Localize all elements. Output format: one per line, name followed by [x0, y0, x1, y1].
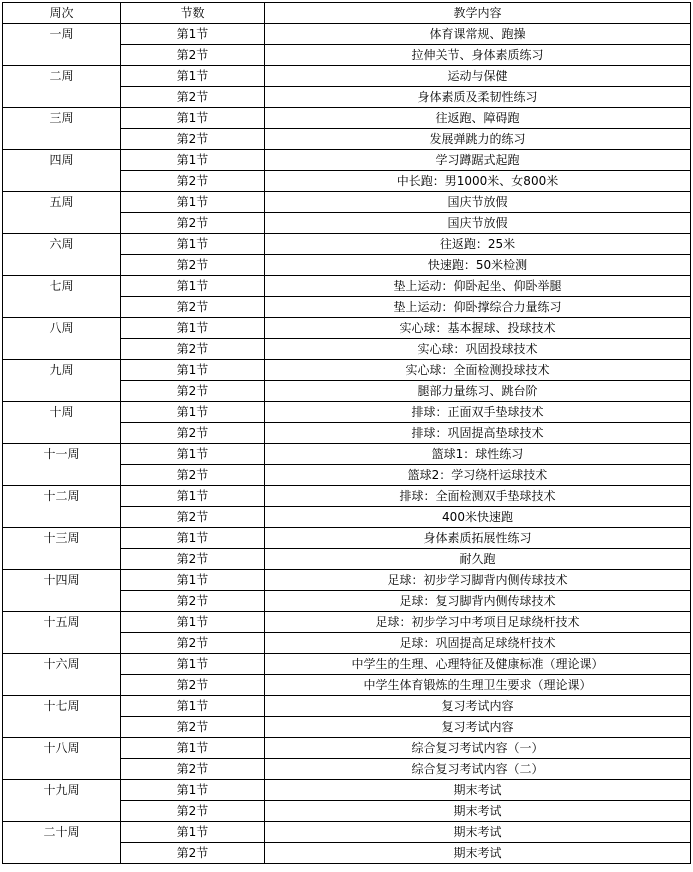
- week-cell: 八周: [3, 318, 121, 360]
- table-row: [3, 738, 691, 759]
- content-cell: 篮球1：球性练习: [265, 444, 691, 465]
- content-cell: 足球：巩固提高足球绕杆技术: [265, 633, 691, 654]
- lesson-cell: 第2节: [121, 843, 265, 864]
- lesson-cell: 第2节: [121, 87, 265, 108]
- content-cell: 综合复习考试内容（一）: [265, 738, 691, 759]
- content-cell: 往返跑：25米: [265, 234, 691, 255]
- schedule-container: [2, 2, 691, 864]
- lesson-cell: 第2节: [121, 507, 265, 528]
- content-cell: 发展弹跳力的练习: [265, 129, 691, 150]
- lesson-cell: 第1节: [121, 66, 265, 87]
- lesson-cell: 第1节: [121, 654, 265, 675]
- table-body: [3, 24, 691, 864]
- content-cell: 拉伸关节、身体素质练习: [265, 45, 691, 66]
- table-row: [3, 696, 691, 717]
- table-row: [3, 570, 691, 591]
- week-cell: 十二周: [3, 486, 121, 528]
- lesson-cell: 第1节: [121, 612, 265, 633]
- table-row: [3, 150, 691, 171]
- week-cell: 十六周: [3, 654, 121, 696]
- header-row: [3, 3, 691, 24]
- lesson-cell: 第2节: [121, 465, 265, 486]
- table-row: [3, 66, 691, 87]
- content-cell: 篮球2：学习绕杆运球技术: [265, 465, 691, 486]
- table-row: [3, 318, 691, 339]
- content-cell: 排球：巩固提高垫球技术: [265, 423, 691, 444]
- lesson-cell: 第1节: [121, 276, 265, 297]
- lesson-cell: 第2节: [121, 213, 265, 234]
- lesson-cell: 第2节: [121, 339, 265, 360]
- lesson-cell: 第1节: [121, 780, 265, 801]
- content-cell: 实心球：全面检测投球技术: [265, 360, 691, 381]
- header-content: 教学内容: [265, 3, 691, 24]
- teaching-schedule-table: [2, 2, 691, 864]
- lesson-cell: 第1节: [121, 402, 265, 423]
- lesson-cell: 第1节: [121, 108, 265, 129]
- lesson-cell: 第2节: [121, 423, 265, 444]
- lesson-cell: 第1节: [121, 318, 265, 339]
- week-cell: 一周: [3, 24, 121, 66]
- table-row: [3, 444, 691, 465]
- lesson-cell: 第2节: [121, 801, 265, 822]
- lesson-cell: 第1节: [121, 150, 265, 171]
- table-row: [3, 822, 691, 843]
- lesson-cell: 第1节: [121, 570, 265, 591]
- week-cell: 五周: [3, 192, 121, 234]
- week-cell: 三周: [3, 108, 121, 150]
- content-cell: 垫上运动：仰卧起坐、仰卧举腿: [265, 276, 691, 297]
- table-row: [3, 780, 691, 801]
- week-cell: 十九周: [3, 780, 121, 822]
- content-cell: 身体素质拓展性练习: [265, 528, 691, 549]
- lesson-cell: 第2节: [121, 255, 265, 276]
- content-cell: 垫上运动：仰卧撑综合力量练习: [265, 297, 691, 318]
- content-cell: 国庆节放假: [265, 213, 691, 234]
- content-cell: 运动与保健: [265, 66, 691, 87]
- header-week: 周次: [3, 3, 121, 24]
- content-cell: 复习考试内容: [265, 696, 691, 717]
- content-cell: 快速跑：50米检测: [265, 255, 691, 276]
- content-cell: 中学生体育锻炼的生理卫生要求（理论课）: [265, 675, 691, 696]
- lesson-cell: 第2节: [121, 549, 265, 570]
- lesson-cell: 第2节: [121, 381, 265, 402]
- week-cell: 十五周: [3, 612, 121, 654]
- content-cell: 耐久跑: [265, 549, 691, 570]
- lesson-cell: 第1节: [121, 486, 265, 507]
- content-cell: 足球：复习脚背内侧传球技术: [265, 591, 691, 612]
- content-cell: 排球：全面检测双手垫球技术: [265, 486, 691, 507]
- table-row: [3, 192, 691, 213]
- content-cell: 期末考试: [265, 780, 691, 801]
- lesson-cell: 第2节: [121, 675, 265, 696]
- table-row: [3, 108, 691, 129]
- content-cell: 期末考试: [265, 822, 691, 843]
- content-cell: 实心球：基本握球、投球技术: [265, 318, 691, 339]
- lesson-cell: 第1节: [121, 738, 265, 759]
- lesson-cell: 第2节: [121, 171, 265, 192]
- header-lesson: 节数: [121, 3, 265, 24]
- week-cell: 六周: [3, 234, 121, 276]
- lesson-cell: 第2节: [121, 129, 265, 150]
- content-cell: 期末考试: [265, 843, 691, 864]
- week-cell: 十八周: [3, 738, 121, 780]
- table-row: [3, 234, 691, 255]
- table-row: [3, 360, 691, 381]
- week-cell: 十七周: [3, 696, 121, 738]
- content-cell: 身体素质及柔韧性练习: [265, 87, 691, 108]
- content-cell: 综合复习考试内容（二）: [265, 759, 691, 780]
- lesson-cell: 第1节: [121, 822, 265, 843]
- table-row: [3, 528, 691, 549]
- lesson-cell: 第1节: [121, 696, 265, 717]
- content-cell: 中长跑：男1000米、女800米: [265, 171, 691, 192]
- content-cell: 国庆节放假: [265, 192, 691, 213]
- table-row: [3, 276, 691, 297]
- week-cell: 十一周: [3, 444, 121, 486]
- lesson-cell: 第2节: [121, 717, 265, 738]
- content-cell: 足球：初步学习中考项目足球绕杆技术: [265, 612, 691, 633]
- lesson-cell: 第2节: [121, 297, 265, 318]
- lesson-cell: 第1节: [121, 192, 265, 213]
- lesson-cell: 第2节: [121, 759, 265, 780]
- content-cell: 学习蹲踞式起跑: [265, 150, 691, 171]
- lesson-cell: 第1节: [121, 528, 265, 549]
- content-cell: 400米快速跑: [265, 507, 691, 528]
- content-cell: 足球：初步学习脚背内侧传球技术: [265, 570, 691, 591]
- table-row: [3, 24, 691, 45]
- week-cell: 十四周: [3, 570, 121, 612]
- lesson-cell: 第1节: [121, 444, 265, 465]
- week-cell: 十三周: [3, 528, 121, 570]
- lesson-cell: 第2节: [121, 633, 265, 654]
- lesson-cell: 第1节: [121, 360, 265, 381]
- week-cell: 四周: [3, 150, 121, 192]
- content-cell: 腿部力量练习、跳台阶: [265, 381, 691, 402]
- table-row: [3, 654, 691, 675]
- lesson-cell: 第1节: [121, 24, 265, 45]
- content-cell: 体育课常规、跑操: [265, 24, 691, 45]
- table-row: [3, 612, 691, 633]
- lesson-cell: 第1节: [121, 234, 265, 255]
- table-header: [3, 3, 691, 24]
- content-cell: 中学生的生理、心理特征及健康标准（理论课）: [265, 654, 691, 675]
- week-cell: 九周: [3, 360, 121, 402]
- week-cell: 十周: [3, 402, 121, 444]
- content-cell: 期末考试: [265, 801, 691, 822]
- table-row: [3, 486, 691, 507]
- table-row: [3, 402, 691, 423]
- content-cell: 往返跑、障碍跑: [265, 108, 691, 129]
- content-cell: 复习考试内容: [265, 717, 691, 738]
- week-cell: 七周: [3, 276, 121, 318]
- content-cell: 实心球：巩固投球技术: [265, 339, 691, 360]
- week-cell: 二十周: [3, 822, 121, 864]
- lesson-cell: 第2节: [121, 45, 265, 66]
- lesson-cell: 第2节: [121, 591, 265, 612]
- content-cell: 排球：正面双手垫球技术: [265, 402, 691, 423]
- week-cell: 二周: [3, 66, 121, 108]
